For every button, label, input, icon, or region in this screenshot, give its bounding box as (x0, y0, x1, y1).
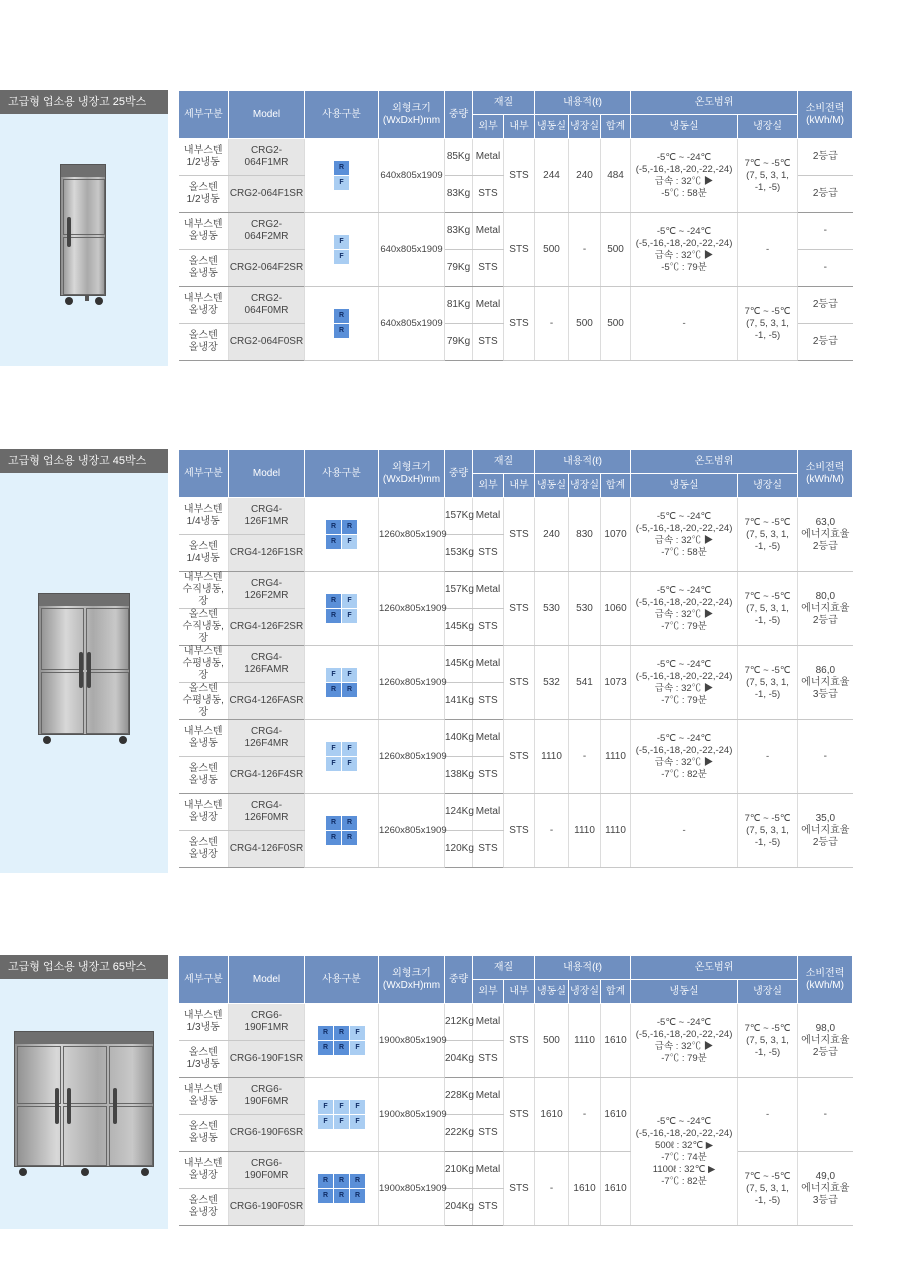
header-vol-freezer: 냉동실 (535, 474, 569, 498)
temp-fridge-cell: - (738, 720, 798, 794)
spec-table (178, 449, 853, 868)
vol-freezer-cell: 500 (535, 213, 569, 287)
vol-freezer-cell: 240 (535, 498, 569, 572)
temp-fridge-cell: - (738, 1078, 798, 1152)
header-material-inner: 내부 (504, 980, 535, 1004)
vol-total-cell: 500 (601, 213, 631, 287)
size-cell: 640x805x1909 (379, 213, 445, 287)
row-name: 올스텐 수직냉동,장 (179, 609, 229, 646)
header-model: Model (229, 91, 305, 139)
section-25box (0, 90, 902, 366)
power-cell: 2등급 (798, 176, 853, 213)
header-usage: 사용구분 (305, 450, 379, 498)
header-temp-range: 온도범위 (631, 956, 798, 980)
door-layout: R F R F (325, 593, 358, 624)
power-cell: 86,0 에너지효율 3등급 (798, 646, 853, 720)
vol-fridge-cell: 830 (569, 498, 601, 572)
size-cell: 640x805x1909 (379, 139, 445, 213)
model-cell: CRG2-064F1MR (229, 139, 305, 176)
size-cell: 1260x805x1909 (379, 646, 445, 720)
temp-freezer-cell: -5℃ ~ -24℃ (-5,-16,-18,-20,-22,-24) 급속 : 32℃ ▶ -7℃ : 82분 (631, 720, 738, 794)
outer-material-cell: STS (473, 1189, 504, 1226)
inner-material-cell: STS (504, 287, 535, 361)
temp-freezer-cell: -5℃ ~ -24℃ (-5,-16,-18,-20,-22,-24) 급속 : 32℃ ▶ -7℃ : 79분 (631, 1004, 738, 1078)
size-cell: 1260x805x1909 (379, 794, 445, 868)
model-cell: CRG4-126FAMR (229, 646, 305, 683)
vol-fridge-cell: - (569, 720, 601, 794)
temp-fridge-cell: 7℃ ~ -5℃ (7, 5, 3, 1, -1, -5) (738, 646, 798, 720)
weight-cell: 145Kg (445, 609, 473, 646)
vol-total-cell: 500 (601, 287, 631, 361)
usage-cell (305, 720, 379, 794)
vol-total-cell: 1070 (601, 498, 631, 572)
row-name: 내부스텐 올냉장 (179, 1152, 229, 1189)
model-cell: CRG6-190F6MR (229, 1078, 305, 1115)
temp-fridge-cell: 7℃ ~ -5℃ (7, 5, 3, 1, -1, -5) (738, 1004, 798, 1078)
weight-cell: 81Kg (445, 287, 473, 324)
door-layout: R R R F (325, 519, 358, 550)
size-cell: 1900x805x1909 (379, 1152, 445, 1226)
row-name: 내부스텐 수직냉동,장 (179, 572, 229, 609)
fridge-4door-image (38, 593, 130, 735)
usage-cell (305, 287, 379, 361)
row-name: 올스텐 올냉장 (179, 1189, 229, 1226)
size-cell: 1900x805x1909 (379, 1004, 445, 1078)
model-cell: CRG4-126FASR (229, 683, 305, 720)
section-title: 고급형 업소용 냉장고 25박스 (0, 90, 168, 114)
usage-cell (305, 213, 379, 287)
door-layout: F F F F F F (317, 1099, 366, 1130)
vol-fridge-cell: 1610 (569, 1152, 601, 1226)
weight-cell: 157Kg (445, 572, 473, 609)
usage-cell (305, 1078, 379, 1152)
outer-material-cell: STS (473, 535, 504, 572)
header-size: 외형크기 (WxDxH)mm (379, 956, 445, 1004)
size-cell: 640x805x1909 (379, 287, 445, 361)
model-cell: CRG4-126F0SR (229, 831, 305, 868)
header-vol-freezer: 냉동실 (535, 980, 569, 1004)
header-material-inner: 내부 (504, 474, 535, 498)
temp-freezer-cell: -5℃ ~ -24℃ (-5,-16,-18,-20,-22,-24) 급속 : 32℃ ▶ -5℃ : 58분 (631, 139, 738, 213)
row-name: 올스텐 1/4냉동 (179, 535, 229, 572)
product-sidebar (0, 90, 168, 366)
header-material: 재질 (473, 450, 535, 474)
row-name: 내부스텐 올냉동 (179, 1078, 229, 1115)
temp-fridge-cell: - (738, 213, 798, 287)
row-name: 내부스텐 올냉장 (179, 794, 229, 831)
fridge-2door-image (60, 164, 106, 296)
power-cell: - (798, 213, 853, 250)
model-cell: CRG6-190F1SR (229, 1041, 305, 1078)
outer-material-cell: STS (473, 176, 504, 213)
header-vol-freezer: 냉동실 (535, 115, 569, 139)
header-vol-total: 합계 (601, 115, 631, 139)
header-weight: 중량 (445, 450, 473, 498)
weight-cell: 79Kg (445, 250, 473, 287)
header-power: 소비전력 (kWh/M) (798, 450, 853, 498)
weight-cell: 210Kg (445, 1152, 473, 1189)
vol-fridge-cell: 500 (569, 287, 601, 361)
outer-material-cell: Metal (473, 139, 504, 176)
door-layout: R R R R (325, 815, 358, 846)
weight-cell: 157Kg (445, 498, 473, 535)
model-cell: CRG2-064F1SR (229, 176, 305, 213)
header-material-outer: 외부 (473, 980, 504, 1004)
header-temp-range: 온도범위 (631, 91, 798, 115)
usage-cell (305, 139, 379, 213)
header-volume: 내용적(ℓ) (535, 91, 631, 115)
weight-cell: 83Kg (445, 176, 473, 213)
weight-cell: 120Kg (445, 831, 473, 868)
vol-freezer-cell: 1110 (535, 720, 569, 794)
model-cell: CRG4-126F2MR (229, 572, 305, 609)
header-temp-fridge: 냉장실 (738, 474, 798, 498)
header-model: Model (229, 450, 305, 498)
power-cell: 49,0 에너지효율 3등급 (798, 1152, 853, 1226)
section-title: 고급형 업소용 냉장고 65박스 (0, 955, 168, 979)
row-name: 올스텐 수평냉동,장 (179, 683, 229, 720)
power-cell: - (798, 1078, 853, 1152)
header-volume: 내용적(ℓ) (535, 450, 631, 474)
header-vol-total: 합계 (601, 980, 631, 1004)
header-model: Model (229, 956, 305, 1004)
vol-fridge-cell: - (569, 213, 601, 287)
power-cell: - (798, 720, 853, 794)
outer-material-cell: STS (473, 250, 504, 287)
header-vol-fridge: 냉장실 (569, 980, 601, 1004)
header-usage: 사용구분 (305, 91, 379, 139)
temp-freezer-cell: -5℃ ~ -24℃ (-5,-16,-18,-20,-22,-24) 급속 : 32℃ ▶ -7℃ : 79분 (631, 646, 738, 720)
weight-cell: 153Kg (445, 535, 473, 572)
vol-total-cell: 1610 (601, 1152, 631, 1226)
vol-fridge-cell: 530 (569, 572, 601, 646)
model-cell: CRG4-126F1MR (229, 498, 305, 535)
weight-cell: 141Kg (445, 683, 473, 720)
power-cell: 2등급 (798, 139, 853, 176)
vol-fridge-cell: 1110 (569, 794, 601, 868)
model-cell: CRG6-190F6SR (229, 1115, 305, 1152)
header-material-outer: 외부 (473, 115, 504, 139)
usage-cell (305, 1004, 379, 1078)
outer-material-cell: Metal (473, 1004, 504, 1041)
inner-material-cell: STS (504, 213, 535, 287)
outer-material-cell: Metal (473, 794, 504, 831)
usage-cell (305, 1152, 379, 1226)
outer-material-cell: Metal (473, 213, 504, 250)
weight-cell: 204Kg (445, 1041, 473, 1078)
row-name: 내부스텐 1/2냉동 (179, 139, 229, 176)
header-material-outer: 외부 (473, 474, 504, 498)
model-cell: CRG6-190F0MR (229, 1152, 305, 1189)
product-sidebar (0, 955, 168, 1229)
outer-material-cell: Metal (473, 572, 504, 609)
spec-table (178, 90, 853, 361)
row-name: 올스텐 올냉동 (179, 250, 229, 287)
outer-material-cell: Metal (473, 498, 504, 535)
size-cell: 1260x805x1909 (379, 572, 445, 646)
outer-material-cell: STS (473, 609, 504, 646)
size-cell: 1900x805x1909 (379, 1078, 445, 1152)
weight-cell: 79Kg (445, 324, 473, 361)
temp-freezer-cell: -5℃ ~ -24℃ (-5,-16,-18,-20,-22,-24) 급속 : 32℃ ▶ -5℃ : 79분 (631, 213, 738, 287)
model-cell: CRG2-064F0SR (229, 324, 305, 361)
row-name: 내부스텐 올냉동 (179, 720, 229, 757)
header-size: 외형크기 (WxDxH)mm (379, 450, 445, 498)
outer-material-cell: Metal (473, 1078, 504, 1115)
row-name: 내부스텐 올냉장 (179, 287, 229, 324)
vol-freezer-cell: - (535, 794, 569, 868)
header-material: 재질 (473, 91, 535, 115)
inner-material-cell: STS (504, 794, 535, 868)
model-cell: CRG2-064F2SR (229, 250, 305, 287)
door-layout: F F R R (325, 667, 358, 698)
weight-cell: 138Kg (445, 757, 473, 794)
vol-freezer-cell: 500 (535, 1004, 569, 1078)
header-detail: 세부구분 (179, 450, 229, 498)
header-material-inner: 내부 (504, 115, 535, 139)
row-name: 내부스텐 1/3냉동 (179, 1004, 229, 1041)
header-detail: 세부구분 (179, 956, 229, 1004)
fridge-6door-image (14, 1031, 154, 1167)
inner-material-cell: STS (504, 139, 535, 213)
power-cell: - (798, 250, 853, 287)
temp-fridge-cell: 7℃ ~ -5℃ (7, 5, 3, 1, -1, -5) (738, 287, 798, 361)
header-vol-fridge: 냉장실 (569, 474, 601, 498)
row-name: 올스텐 올냉장 (179, 831, 229, 868)
power-cell: 63,0 에너지효율 2등급 (798, 498, 853, 572)
inner-material-cell: STS (504, 572, 535, 646)
header-detail: 세부구분 (179, 91, 229, 139)
model-cell: CRG6-190F1MR (229, 1004, 305, 1041)
size-cell: 1260x805x1909 (379, 720, 445, 794)
model-cell: CRG6-190F0SR (229, 1189, 305, 1226)
vol-total-cell: 1610 (601, 1004, 631, 1078)
vol-fridge-cell: 240 (569, 139, 601, 213)
door-layout: R F (333, 160, 350, 191)
section-65box (0, 955, 902, 1229)
power-cell: 2등급 (798, 287, 853, 324)
header-material: 재질 (473, 956, 535, 980)
weight-cell: 83Kg (445, 213, 473, 250)
row-name: 올스텐 1/2냉동 (179, 176, 229, 213)
vol-freezer-cell: - (535, 287, 569, 361)
header-temp-freezer: 냉동실 (631, 115, 738, 139)
vol-freezer-cell: 1610 (535, 1078, 569, 1152)
header-weight: 중량 (445, 91, 473, 139)
vol-total-cell: 1110 (601, 794, 631, 868)
temp-freezer-cell: -5℃ ~ -24℃ (-5,-16,-18,-20,-22,-24) 급속 : 32℃ ▶ -7℃ : 58분 (631, 498, 738, 572)
usage-cell (305, 794, 379, 868)
vol-freezer-cell: 532 (535, 646, 569, 720)
outer-material-cell: Metal (473, 287, 504, 324)
inner-material-cell: STS (504, 1152, 535, 1226)
section-45box (0, 449, 902, 873)
weight-cell: 85Kg (445, 139, 473, 176)
temp-freezer-merged-cell: -5℃ ~ -24℃ (-5,-16,-18,-20,-22,-24) 500ℓ : 32℃ ▶ -7℃ : 74분 1100ℓ : 32℃ ▶ -7℃ : 82분 (631, 1078, 738, 1226)
temp-freezer-cell: - (631, 287, 738, 361)
section-title: 고급형 업소용 냉장고 45박스 (0, 449, 168, 473)
door-layout: R R (333, 308, 350, 339)
door-layout: F F F F (325, 741, 358, 772)
usage-cell (305, 572, 379, 646)
temp-freezer-cell: -5℃ ~ -24℃ (-5,-16,-18,-20,-22,-24) 급속 : 32℃ ▶ -7℃ : 79분 (631, 572, 738, 646)
row-name: 내부스텐 수평냉동,장 (179, 646, 229, 683)
temp-freezer-cell: - (631, 794, 738, 868)
model-cell: CRG4-126F4SR (229, 757, 305, 794)
weight-cell: 124Kg (445, 794, 473, 831)
usage-cell (305, 646, 379, 720)
outer-material-cell: STS (473, 757, 504, 794)
outer-material-cell: STS (473, 831, 504, 868)
inner-material-cell: STS (504, 1004, 535, 1078)
vol-total-cell: 1110 (601, 720, 631, 794)
size-cell: 1260x805x1909 (379, 498, 445, 572)
outer-material-cell: Metal (473, 1152, 504, 1189)
outer-material-cell: STS (473, 1041, 504, 1078)
row-name: 올스텐 1/3냉동 (179, 1041, 229, 1078)
header-temp-fridge: 냉장실 (738, 115, 798, 139)
header-vol-total: 합계 (601, 474, 631, 498)
header-power: 소비전력 (kWh/M) (798, 956, 853, 1004)
inner-material-cell: STS (504, 646, 535, 720)
row-name: 올스텐 올냉장 (179, 324, 229, 361)
row-name: 올스텐 올냉동 (179, 757, 229, 794)
weight-cell: 140Kg (445, 720, 473, 757)
weight-cell: 222Kg (445, 1115, 473, 1152)
outer-material-cell: STS (473, 683, 504, 720)
temp-fridge-cell: 7℃ ~ -5℃ (7, 5, 3, 1, -1, -5) (738, 572, 798, 646)
inner-material-cell: STS (504, 720, 535, 794)
spec-table (178, 955, 853, 1226)
vol-fridge-cell: 1110 (569, 1004, 601, 1078)
vol-freezer-cell: 530 (535, 572, 569, 646)
temp-fridge-cell: 7℃ ~ -5℃ (7, 5, 3, 1, -1, -5) (738, 498, 798, 572)
header-vol-fridge: 냉장실 (569, 115, 601, 139)
header-weight: 중량 (445, 956, 473, 1004)
power-cell: 2등급 (798, 324, 853, 361)
header-temp-range: 온도범위 (631, 450, 798, 474)
outer-material-cell: STS (473, 1115, 504, 1152)
model-cell: CRG2-064F2MR (229, 213, 305, 250)
outer-material-cell: STS (473, 324, 504, 361)
model-cell: CRG4-126F4MR (229, 720, 305, 757)
door-layout: R R F R R F (317, 1025, 366, 1056)
vol-fridge-cell: 541 (569, 646, 601, 720)
usage-cell (305, 498, 379, 572)
row-name: 내부스텐 올냉동 (179, 213, 229, 250)
power-cell: 35,0 에너지효율 2등급 (798, 794, 853, 868)
power-cell: 98,0 에너지효율 2등급 (798, 1004, 853, 1078)
model-cell: CRG2-064F0MR (229, 287, 305, 324)
header-temp-freezer: 냉동실 (631, 474, 738, 498)
outer-material-cell: Metal (473, 720, 504, 757)
header-power: 소비전력 (kWh/M) (798, 91, 853, 139)
product-sidebar (0, 449, 168, 873)
vol-freezer-cell: - (535, 1152, 569, 1226)
header-temp-fridge: 냉장실 (738, 980, 798, 1004)
row-name: 내부스텐 1/4냉동 (179, 498, 229, 535)
header-volume: 내용적(ℓ) (535, 956, 631, 980)
model-cell: CRG4-126F0MR (229, 794, 305, 831)
vol-total-cell: 1073 (601, 646, 631, 720)
temp-fridge-cell: 7℃ ~ -5℃ (7, 5, 3, 1, -1, -5) (738, 139, 798, 213)
weight-cell: 212Kg (445, 1004, 473, 1041)
door-layout: R R R R R R (317, 1173, 366, 1204)
vol-total-cell: 484 (601, 139, 631, 213)
weight-cell: 145Kg (445, 646, 473, 683)
vol-fridge-cell: - (569, 1078, 601, 1152)
power-cell: 80,0 에너지효율 2등급 (798, 572, 853, 646)
header-temp-freezer: 냉동실 (631, 980, 738, 1004)
inner-material-cell: STS (504, 1078, 535, 1152)
door-layout: F F (333, 234, 350, 265)
temp-fridge-cell: 7℃ ~ -5℃ (7, 5, 3, 1, -1, -5) (738, 1152, 798, 1226)
header-usage: 사용구분 (305, 956, 379, 1004)
model-cell: CRG4-126F2SR (229, 609, 305, 646)
header-size: 외형크기 (WxDxH)mm (379, 91, 445, 139)
row-name: 올스텐 올냉동 (179, 1115, 229, 1152)
weight-cell: 204Kg (445, 1189, 473, 1226)
model-cell: CRG4-126F1SR (229, 535, 305, 572)
vol-total-cell: 1610 (601, 1078, 631, 1152)
weight-cell: 228Kg (445, 1078, 473, 1115)
vol-freezer-cell: 244 (535, 139, 569, 213)
inner-material-cell: STS (504, 498, 535, 572)
outer-material-cell: Metal (473, 646, 504, 683)
temp-fridge-cell: 7℃ ~ -5℃ (7, 5, 3, 1, -1, -5) (738, 794, 798, 868)
vol-total-cell: 1060 (601, 572, 631, 646)
